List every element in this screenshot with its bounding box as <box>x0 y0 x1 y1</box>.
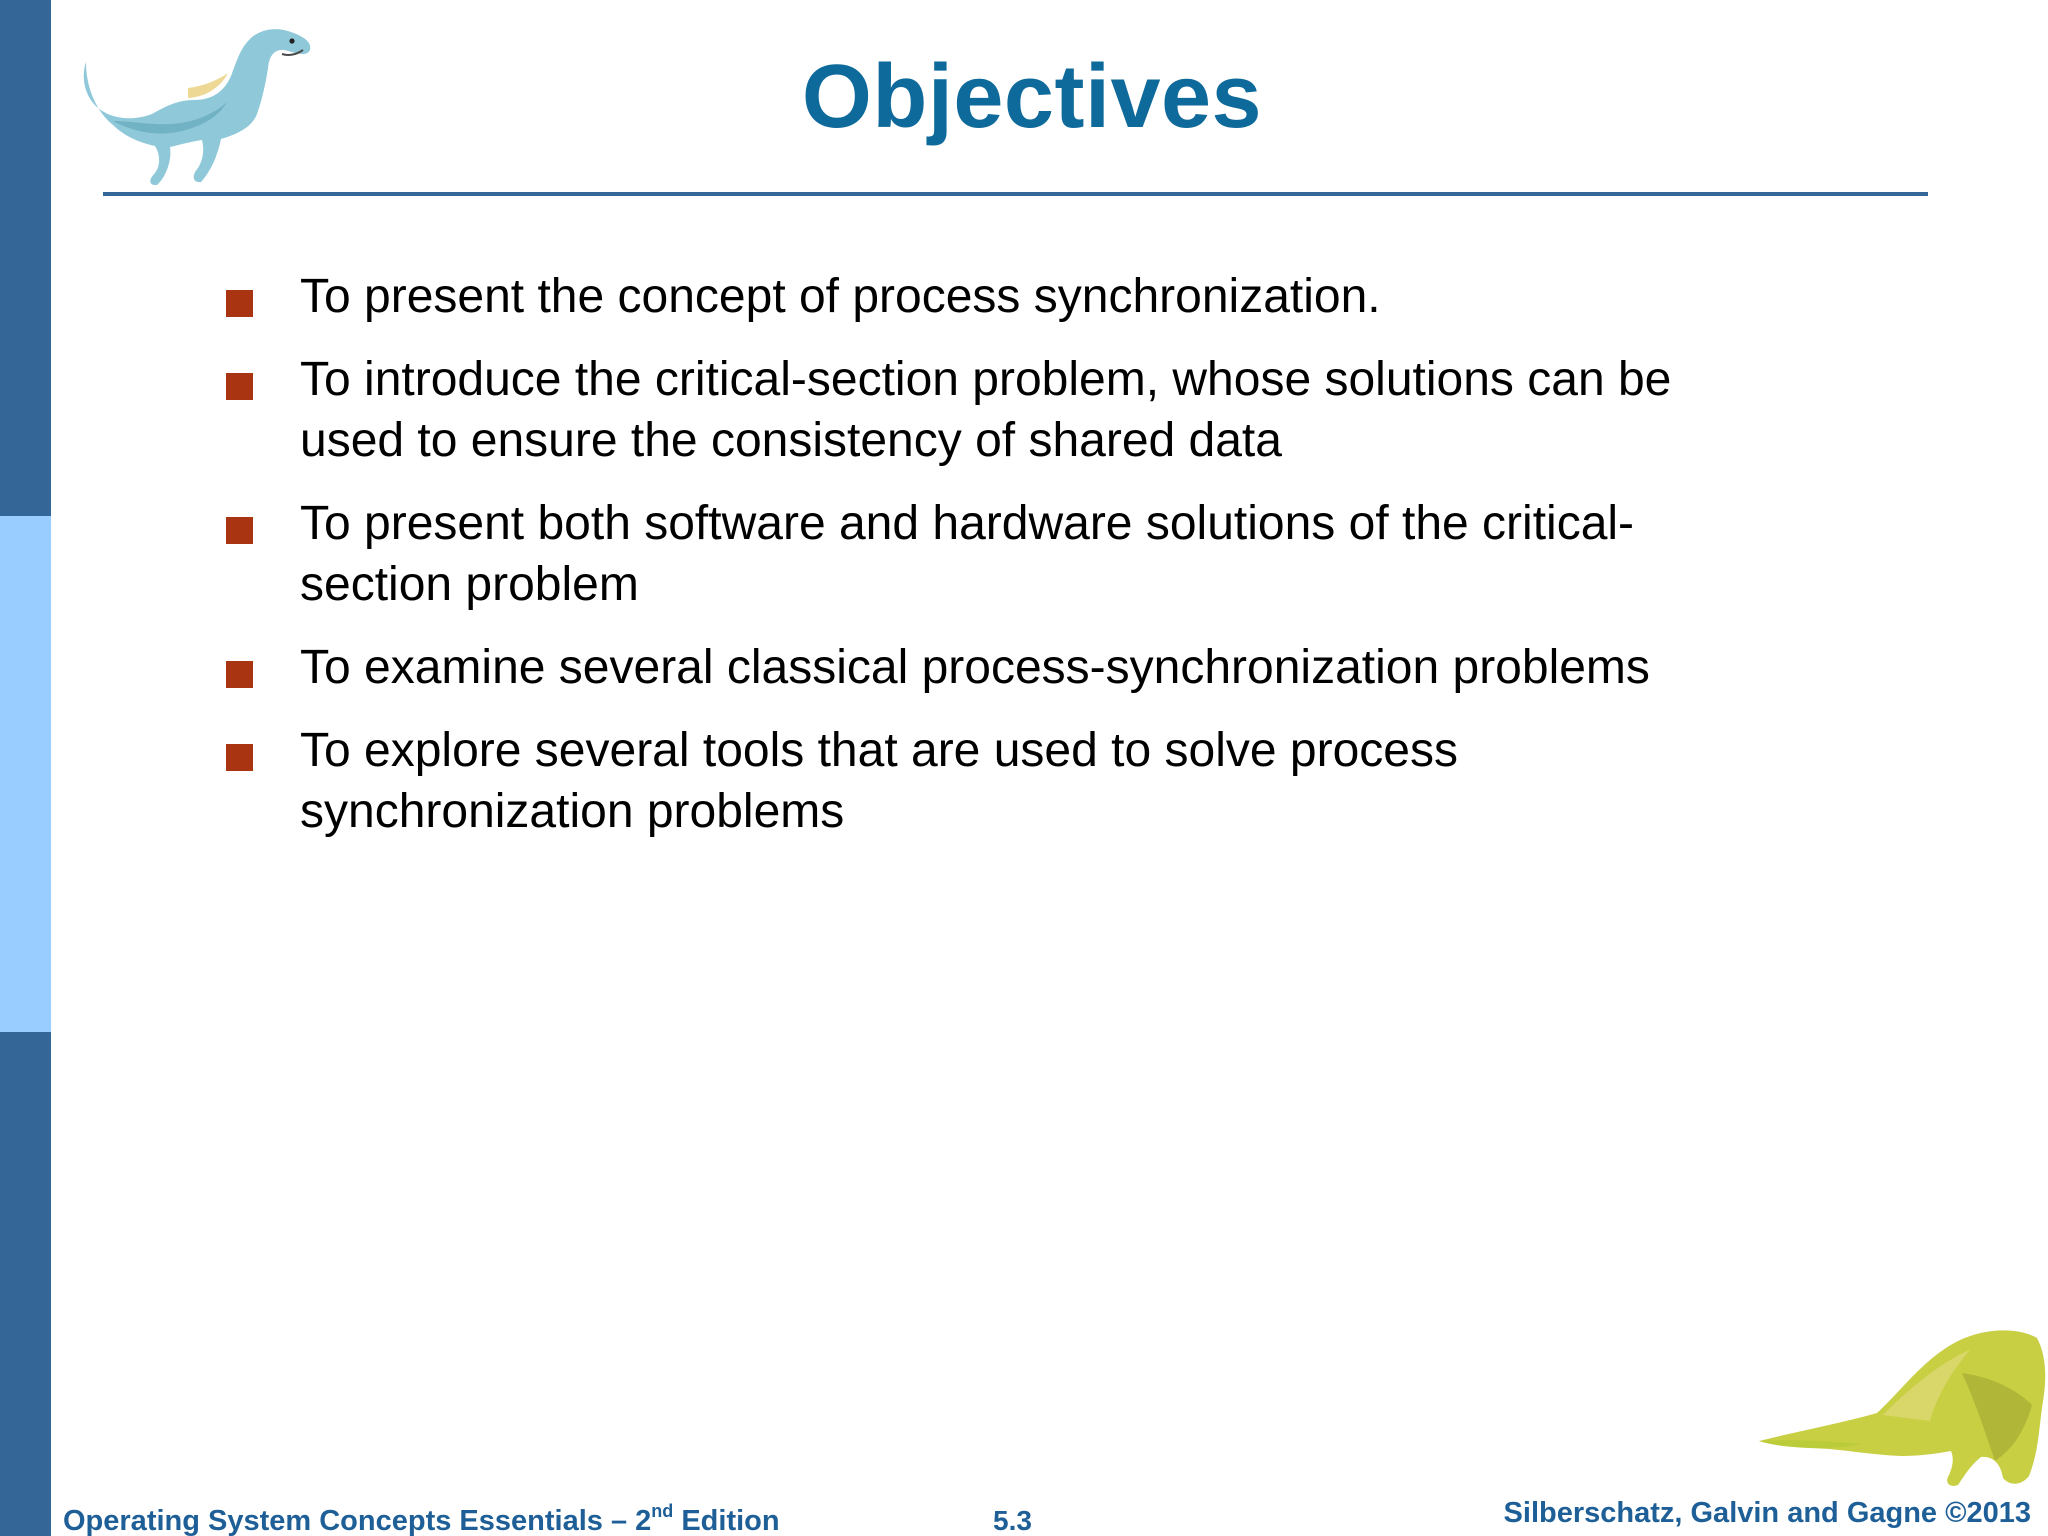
square-bullet-icon <box>226 373 253 400</box>
bullet-text: To introduce the critical-section problem, whose solutions can be used to ensure the consistency of shared data <box>300 353 1672 467</box>
footer-authors: Silberschatz, Galvin and Gagne ©2013 <box>1503 1497 2031 1529</box>
square-bullet-icon <box>226 517 253 544</box>
bullet-item <box>226 349 1706 471</box>
bullet-text: To explore several tools that are used to solve process synchronization problems <box>300 724 1458 838</box>
bullet-item <box>226 720 1706 842</box>
bullet-item <box>226 493 1706 615</box>
bullet-item <box>226 266 1706 327</box>
dinosaur-icon <box>1755 1315 2048 1493</box>
footer-page-number: 5.3 <box>993 1505 1032 1536</box>
square-bullet-icon <box>226 290 253 317</box>
square-bullet-icon <box>226 661 253 688</box>
left-stripe-bottom <box>0 1032 51 1536</box>
title-divider <box>103 192 1928 196</box>
bullet-text: To present the concept of process synchronization. <box>300 270 1381 323</box>
slide-title: Objectives <box>801 47 1263 147</box>
square-bullet-icon <box>226 744 253 771</box>
left-stripe-middle <box>0 516 51 1032</box>
bullet-item <box>226 637 1706 698</box>
dinosaur-bottom-illustration <box>1755 1315 2048 1493</box>
footer-book-title: Operating System Concepts Essentials – 2nd Edition <box>63 1501 780 1536</box>
bullet-text: To examine several classical process-synchronization problems <box>300 641 1650 694</box>
objectives-list <box>226 266 1706 864</box>
bullet-text: To present both software and hardware solutions of the critical-section problem <box>300 497 1635 611</box>
